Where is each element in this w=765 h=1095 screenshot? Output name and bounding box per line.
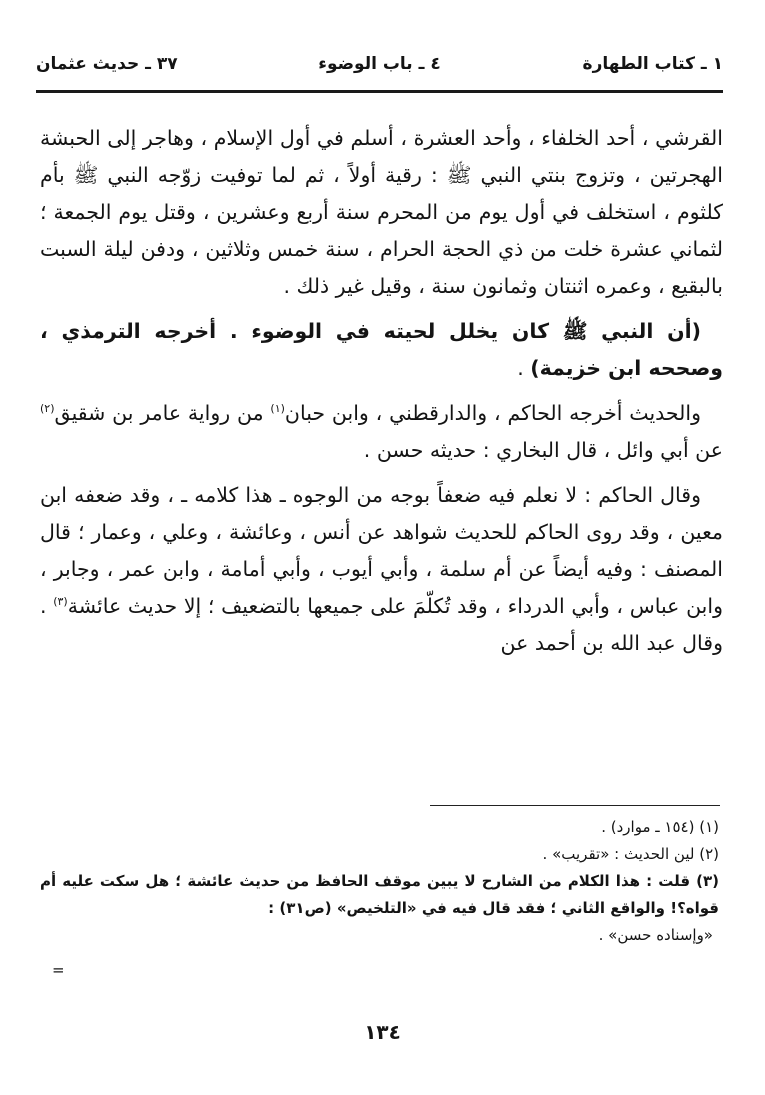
footnote-ref-1: (١) [270,402,285,416]
footnote-2: (٢) لين الحديث : «تقريب» . [542,845,719,863]
header-book-title: ١ ـ كتاب الطهارة [582,54,723,74]
paragraph-biography: القرشي ، أحد الخلفاء ، وأحد العشرة ، أسلم في أول الإسلام ، وهاجر إلى الحبشة الهجرتين ، وتزوج بنتي النبي ﷺ : رقية أولاً ، ثم لما توفيت زوّجه النبي ﷺ بأم كلثوم ، استخلف في أول يوم من المحرم سنة أربع وعشرين ، وقتل يوم الجمعة ؛ لثماني عشرة خلت من ذي الحجة الحرام ، سنة خمس وثلاثين ، ودفن ليلة السبت بالبقيع ، وعمره اثنتان وثمانون سنة ، وقيل غير ذلك . [40,126,723,298]
running-header [36,48,723,88]
footnote-1: (١) (١٥٤ ـ موارد) . [601,818,719,836]
footnote-divider [430,805,720,806]
header-chapter-title: ٤ ـ باب الوضوء [318,54,441,74]
footnotes [40,814,719,949]
header-hadith-title: ٣٧ ـ حديث عثمان [36,54,178,74]
takhrij-text-c: عن أبي وائل ، قال البخاري : حديثه حسن . [363,438,723,462]
continuation-mark: = [52,961,65,979]
footnote-3-quote: «وإسناده حسن» . [598,926,713,944]
footnote-3: (٣) قلت : هذا الكلام من الشارح لا يبين موقف الحافظ من حديث عائشة ؛ هل سكت عليه أم قواه؟! والواقع الثاني ؛ فقد قال فيه في «التلخيص» (ص٣١) : [40,872,719,917]
takhrij-text-b: من رواية عامر بن شقيق [54,401,271,425]
takhrij-text-a: والحديث أخرجه الحاكم ، والدارقطني ، وابن حبان [284,401,701,425]
grading-text-a: وقال الحاكم : لا نعلم فيه ضعفاً بوجه من الوجوه ـ هذا كلامه ـ ، وقد ضعفه ابن معين ، وقد روى الحاكم للحديث شواهد عن أنس ، وعائشة ، وعلي ، وعمار ؛ قال المصنف : وفيه أيضاً عن أم سلمة ، وأبي أيوب ، وأبي أمامة ، وابن عمر ، وجابر ، وابن عباس ، وأبي الدرداء ، وقد تُكلّمَ على جميعها بالتضعيف ؛ إلا حديث عائشة [40,483,723,618]
footnote-ref-2: (٢) [40,402,55,416]
paragraph-takhrij [40,395,723,469]
paragraph-grading [40,477,723,662]
page-number: ١٣٤ [364,1020,401,1044]
main-text [40,120,723,662]
hadith-text-tail: . [517,356,531,380]
footnote-ref-3: (٣) [53,595,68,609]
hadith-text: (أن النبي ﷺ كان يخلل لحيته في الوضوء . أخرجه الترمذي ، وصححه ابن خزيمة) [40,319,723,380]
header-divider [36,90,723,93]
paragraph-hadith [40,313,723,387]
grading-text-b: . وقال عبد الله بن أحمد عن [40,594,723,655]
